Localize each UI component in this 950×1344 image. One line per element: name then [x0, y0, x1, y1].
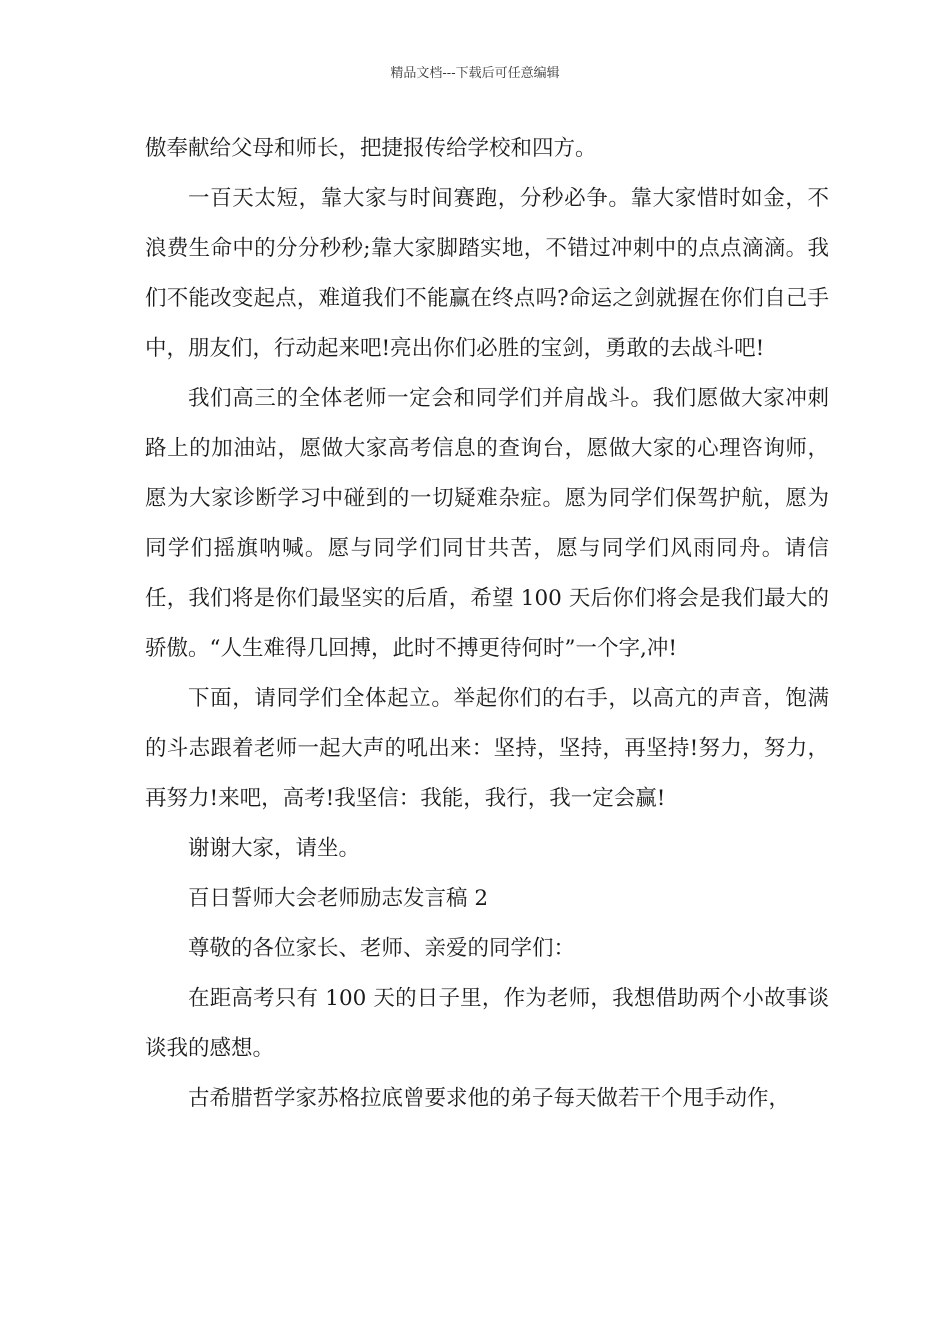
paragraph-6: 在距高考只有 100 天的日子里，作为老师，我想借助两个小故事谈谈我的感想。 — [145, 986, 829, 1061]
paragraph-2: 一百天太短，靠大家与时间赛跑，分秒必争。靠大家惜时如金，不浪费生命中的分分秒秒;靠大家脚踏实地，不错过冲刺中的点点滴滴。我们不能改变起点，难道我们不能赢在终点吗?命运之剑就握在你们自己手中，朋友们，行动起来吧!亮出你们必胜的宝剑，勇敢的去战斗吧! — [145, 186, 829, 361]
section-heading: 百日誓师大会老师励志发言稿 2 — [188, 886, 489, 911]
paragraph-4: 下面，请同学们全体起立。举起你们的右手，以高亢的声音，饱满的斗志跟着老师一起大声的吼出来：坚持，坚持，再坚持!努力，努力，再努力!来吧，高考!我坚信：我能，我行，我一定会赢! — [145, 686, 829, 811]
paragraph-3: 我们高三的全体老师一定会和同学们并肩战斗。我们愿做大家冲刺路上的加油站，愿做大家高考信息的查询台，愿做大家的心理咨询师，愿为大家诊断学习中碰到的一切疑难杂症。愿为同学们保驾护航，愿为同学们摇旗呐喊。愿与同学们同甘共苦，愿与同学们风雨同舟。请信任，我们将是你们最坚实的后盾，希望 100 天后你们将会是我们最大的骄傲。“人生难得几回搏，此时不搏更待何时”一个字,冲! — [145, 386, 829, 661]
paragraph-1: 傲奉献给父母和师长，把捷报传给学校和四方。 — [145, 136, 597, 161]
salutation: 尊敬的各位家长、老师、亲爱的同学们： — [188, 936, 576, 961]
paragraph-7: 古希腊哲学家苏格拉底曾要求他的弟子每天做若干个甩手动作， — [188, 1086, 791, 1111]
paragraph-5: 谢谢大家，请坐。 — [188, 836, 361, 861]
page-header: 精品文档---下载后可任意编辑 — [390, 66, 560, 81]
document-body — [145, 124, 829, 1124]
